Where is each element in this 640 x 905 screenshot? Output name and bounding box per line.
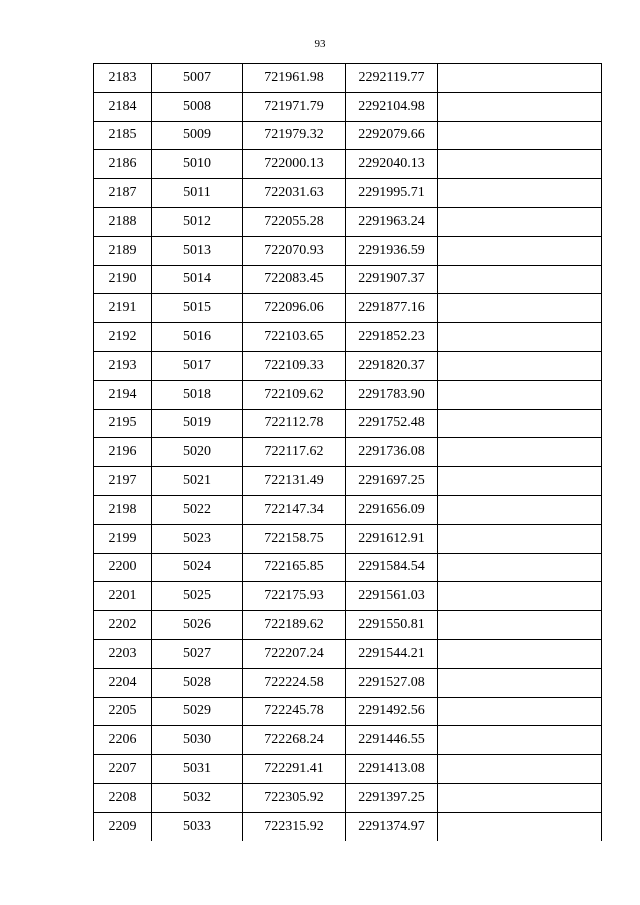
x-coordinate-cell: 721979.32 (243, 121, 346, 150)
row-index-cell: 2204 (94, 668, 152, 697)
page-number: 93 (314, 38, 326, 50)
note-cell (438, 294, 602, 323)
y-coordinate-cell: 2291877.16 (346, 294, 438, 323)
row-index-cell: 2206 (94, 726, 152, 755)
y-coordinate-cell: 2291783.90 (346, 380, 438, 409)
y-coordinate-cell: 2291820.37 (346, 351, 438, 380)
x-coordinate-cell: 722112.78 (243, 409, 346, 438)
table-row (94, 467, 602, 496)
y-coordinate-cell: 2291656.09 (346, 495, 438, 524)
x-coordinate-cell: 722109.33 (243, 351, 346, 380)
y-coordinate-cell: 2291612.91 (346, 524, 438, 553)
row-index-cell: 2188 (94, 207, 152, 236)
note-cell (438, 611, 602, 640)
point-id-cell: 5015 (152, 294, 243, 323)
x-coordinate-cell: 722175.93 (243, 582, 346, 611)
table-row (94, 553, 602, 582)
note-cell (438, 553, 602, 582)
point-id-cell: 5021 (152, 467, 243, 496)
point-id-cell: 5012 (152, 207, 243, 236)
y-coordinate-cell: 2291413.08 (346, 755, 438, 784)
note-cell (438, 380, 602, 409)
row-index-cell: 2190 (94, 265, 152, 294)
x-coordinate-cell: 722315.92 (243, 812, 346, 840)
point-id-cell: 5014 (152, 265, 243, 294)
x-coordinate-cell: 722131.49 (243, 467, 346, 496)
note-cell (438, 726, 602, 755)
note-cell (438, 265, 602, 294)
x-coordinate-cell: 722165.85 (243, 553, 346, 582)
row-index-cell: 2199 (94, 524, 152, 553)
x-coordinate-cell: 722268.24 (243, 726, 346, 755)
table-row (94, 236, 602, 265)
row-index-cell: 2196 (94, 438, 152, 467)
table-row (94, 438, 602, 467)
point-id-cell: 5007 (152, 64, 243, 93)
row-index-cell: 2203 (94, 639, 152, 668)
x-coordinate-cell: 722117.62 (243, 438, 346, 467)
row-index-cell: 2191 (94, 294, 152, 323)
table-row (94, 611, 602, 640)
y-coordinate-cell: 2291446.55 (346, 726, 438, 755)
point-id-cell: 5011 (152, 179, 243, 208)
table-row (94, 179, 602, 208)
table-row (94, 524, 602, 553)
x-coordinate-cell: 722305.92 (243, 783, 346, 812)
y-coordinate-cell: 2291852.23 (346, 323, 438, 352)
point-id-cell: 5022 (152, 495, 243, 524)
row-index-cell: 2193 (94, 351, 152, 380)
row-index-cell: 2185 (94, 121, 152, 150)
point-id-cell: 5018 (152, 380, 243, 409)
y-coordinate-cell: 2291561.03 (346, 582, 438, 611)
row-index-cell: 2202 (94, 611, 152, 640)
note-cell (438, 207, 602, 236)
row-index-cell: 2189 (94, 236, 152, 265)
note-cell (438, 697, 602, 726)
table-row (94, 92, 602, 121)
table-row (94, 150, 602, 179)
point-id-cell: 5030 (152, 726, 243, 755)
note-cell (438, 668, 602, 697)
table-row (94, 668, 602, 697)
table-row (94, 726, 602, 755)
point-id-cell: 5027 (152, 639, 243, 668)
y-coordinate-cell: 2291736.08 (346, 438, 438, 467)
x-coordinate-cell: 722207.24 (243, 639, 346, 668)
x-coordinate-cell: 721961.98 (243, 64, 346, 93)
note-cell (438, 323, 602, 352)
row-index-cell: 2200 (94, 553, 152, 582)
y-coordinate-cell: 2291963.24 (346, 207, 438, 236)
row-index-cell: 2209 (94, 812, 152, 840)
y-coordinate-cell: 2292119.77 (346, 64, 438, 93)
point-id-cell: 5009 (152, 121, 243, 150)
coordinates-table (93, 63, 602, 841)
table-row (94, 64, 602, 93)
table-row (94, 755, 602, 784)
table-row (94, 380, 602, 409)
y-coordinate-cell: 2292104.98 (346, 92, 438, 121)
table-row (94, 294, 602, 323)
note-cell (438, 755, 602, 784)
table-row (94, 783, 602, 812)
note-cell (438, 783, 602, 812)
y-coordinate-cell: 2292079.66 (346, 121, 438, 150)
note-cell (438, 92, 602, 121)
note-cell (438, 150, 602, 179)
point-id-cell: 5016 (152, 323, 243, 352)
row-index-cell: 2201 (94, 582, 152, 611)
x-coordinate-cell: 721971.79 (243, 92, 346, 121)
point-id-cell: 5024 (152, 553, 243, 582)
note-cell (438, 495, 602, 524)
row-index-cell: 2183 (94, 64, 152, 93)
y-coordinate-cell: 2291995.71 (346, 179, 438, 208)
row-index-cell: 2205 (94, 697, 152, 726)
point-id-cell: 5033 (152, 812, 243, 840)
table-row (94, 409, 602, 438)
x-coordinate-cell: 722083.45 (243, 265, 346, 294)
y-coordinate-cell: 2292040.13 (346, 150, 438, 179)
y-coordinate-cell: 2291752.48 (346, 409, 438, 438)
table-row (94, 323, 602, 352)
x-coordinate-cell: 722224.58 (243, 668, 346, 697)
row-index-cell: 2207 (94, 755, 152, 784)
y-coordinate-cell: 2291397.25 (346, 783, 438, 812)
row-index-cell: 2208 (94, 783, 152, 812)
y-coordinate-cell: 2291374.97 (346, 812, 438, 840)
table-row (94, 351, 602, 380)
note-cell (438, 179, 602, 208)
x-coordinate-cell: 722031.63 (243, 179, 346, 208)
table-row (94, 121, 602, 150)
y-coordinate-cell: 2291584.54 (346, 553, 438, 582)
x-coordinate-cell: 722245.78 (243, 697, 346, 726)
y-coordinate-cell: 2291527.08 (346, 668, 438, 697)
note-cell (438, 409, 602, 438)
x-coordinate-cell: 722291.41 (243, 755, 346, 784)
table-row (94, 582, 602, 611)
point-id-cell: 5013 (152, 236, 243, 265)
table-row (94, 495, 602, 524)
y-coordinate-cell: 2291550.81 (346, 611, 438, 640)
point-id-cell: 5010 (152, 150, 243, 179)
point-id-cell: 5025 (152, 582, 243, 611)
row-index-cell: 2184 (94, 92, 152, 121)
y-coordinate-cell: 2291907.37 (346, 265, 438, 294)
point-id-cell: 5020 (152, 438, 243, 467)
point-id-cell: 5019 (152, 409, 243, 438)
point-id-cell: 5029 (152, 697, 243, 726)
note-cell (438, 121, 602, 150)
table-row (94, 265, 602, 294)
point-id-cell: 5023 (152, 524, 243, 553)
table-row (94, 207, 602, 236)
x-coordinate-cell: 722070.93 (243, 236, 346, 265)
x-coordinate-cell: 722158.75 (243, 524, 346, 553)
point-id-cell: 5026 (152, 611, 243, 640)
note-cell (438, 351, 602, 380)
table-row (94, 639, 602, 668)
x-coordinate-cell: 722147.34 (243, 495, 346, 524)
table-body (94, 64, 602, 841)
point-id-cell: 5028 (152, 668, 243, 697)
x-coordinate-cell: 722000.13 (243, 150, 346, 179)
note-cell (438, 639, 602, 668)
row-index-cell: 2197 (94, 467, 152, 496)
y-coordinate-cell: 2291492.56 (346, 697, 438, 726)
row-index-cell: 2198 (94, 495, 152, 524)
note-cell (438, 467, 602, 496)
row-index-cell: 2192 (94, 323, 152, 352)
note-cell (438, 64, 602, 93)
row-index-cell: 2186 (94, 150, 152, 179)
note-cell (438, 438, 602, 467)
note-cell (438, 524, 602, 553)
point-id-cell: 5017 (152, 351, 243, 380)
note-cell (438, 582, 602, 611)
x-coordinate-cell: 722103.65 (243, 323, 346, 352)
row-index-cell: 2187 (94, 179, 152, 208)
point-id-cell: 5032 (152, 783, 243, 812)
point-id-cell: 5008 (152, 92, 243, 121)
note-cell (438, 812, 602, 840)
table-row (94, 697, 602, 726)
y-coordinate-cell: 2291936.59 (346, 236, 438, 265)
x-coordinate-cell: 722096.06 (243, 294, 346, 323)
x-coordinate-cell: 722189.62 (243, 611, 346, 640)
note-cell (438, 236, 602, 265)
table-row (94, 812, 602, 840)
row-index-cell: 2195 (94, 409, 152, 438)
x-coordinate-cell: 722055.28 (243, 207, 346, 236)
x-coordinate-cell: 722109.62 (243, 380, 346, 409)
y-coordinate-cell: 2291697.25 (346, 467, 438, 496)
y-coordinate-cell: 2291544.21 (346, 639, 438, 668)
row-index-cell: 2194 (94, 380, 152, 409)
point-id-cell: 5031 (152, 755, 243, 784)
